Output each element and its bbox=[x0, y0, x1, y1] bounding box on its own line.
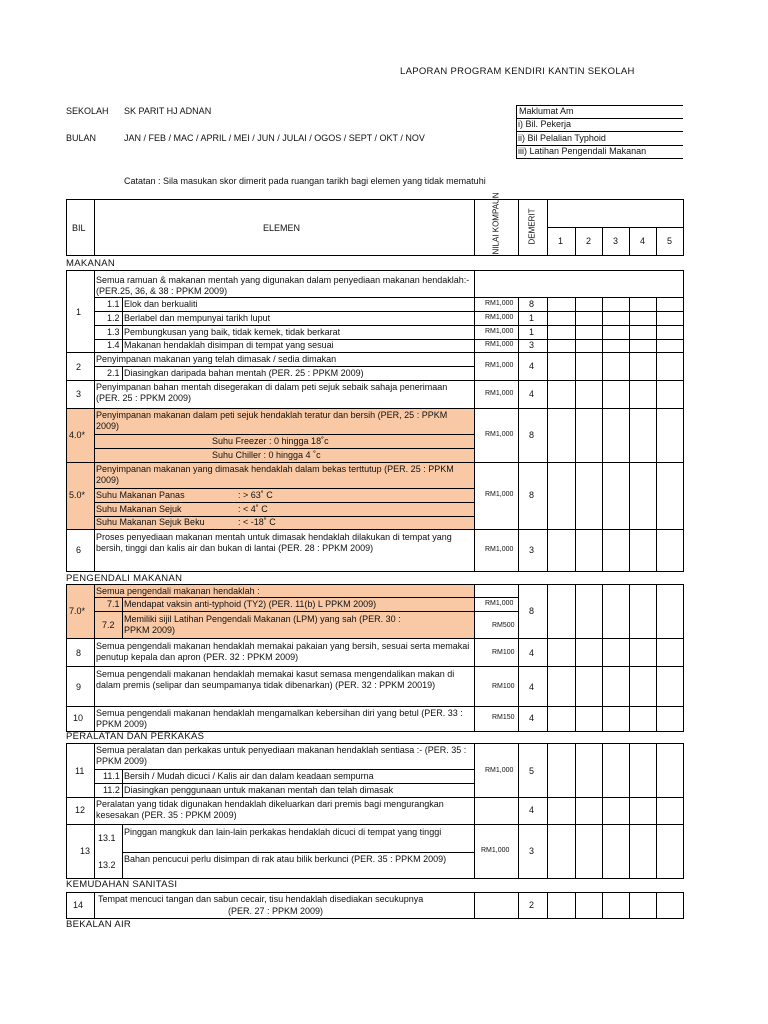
month-label: BULAN bbox=[66, 133, 97, 143]
row1-2-rm: RM1,000 bbox=[485, 314, 514, 321]
row11-1-text: Bersih / Mudah dicuci / Kalis air dan dalam keadaan sempurna bbox=[124, 771, 374, 781]
row5-demerit: 8 bbox=[529, 490, 535, 500]
row9-demerit: 4 bbox=[529, 682, 535, 692]
row8-text: Semua pengendali makanan hendaklah memakai pakaian yang bersih, sesuai serta memakai penutup kepala dan apron (PER. 32 : PPKM 2009) bbox=[96, 641, 470, 662]
row13-1-text: Pinggan mangkuk dan lain-lain perkakas hendaklah dicuci di tempat yang tinggi bbox=[124, 827, 442, 837]
header-elemen: ELEMEN bbox=[263, 223, 301, 233]
row13-demerit: 3 bbox=[529, 846, 535, 856]
row14-bil: 14 bbox=[73, 900, 84, 910]
row3-bil: 3 bbox=[76, 389, 82, 399]
school-value: SK PARIT HJ ADNAN bbox=[124, 106, 212, 116]
row11-bil: 11 bbox=[75, 766, 85, 776]
info-row-training: iii) Latihan Pengendali Makanan bbox=[518, 146, 647, 156]
section-peralatan: PERALATAN DAN PERKAKAS bbox=[66, 731, 205, 742]
row11-text: Semua peralatan dan perkakas untuk penyediaan makanan hendaklah sentiasa :- (PER. 35 : PPKM 2009) bbox=[96, 745, 467, 766]
row6-rm: RM1,000 bbox=[485, 546, 514, 553]
row12-bil: 12 bbox=[75, 805, 86, 815]
row3-rm: RM1,000 bbox=[485, 390, 514, 397]
row5-rm: RM1,000 bbox=[485, 491, 514, 498]
row1-2-text: Berlabel dan mempunyai tarikh luput bbox=[124, 313, 271, 323]
row7-bil: 7.0* bbox=[69, 606, 86, 616]
row1-text: Semua ramuan & makanan mentah yang digunakan dalam penyediaan makanan hendaklah:- (PER.25, 36, & 38 : PPKM 2009) bbox=[96, 275, 470, 296]
row6-text: Proses penyediaan makanan mentah untuk dimasak hendaklah dilakukan di tempat yang bersih, tinggi dan kalis air dan bukan di lantai (PER. 28 : PPKM 2009) bbox=[96, 532, 452, 553]
row13-bil: 13 bbox=[80, 846, 91, 856]
row7-demerit: 8 bbox=[529, 606, 535, 616]
row1-bil: 1 bbox=[76, 307, 82, 317]
row3-text: Penyimpanan bahan mentah disegerakan di dalam peti sejuk sebaik sahaja penerimaan (PER. 25 : PPKM 2009) bbox=[96, 382, 448, 403]
row4-demerit: 8 bbox=[529, 430, 535, 440]
row1-3-rm: RM1,000 bbox=[485, 328, 514, 335]
info-header: Maklumat Am bbox=[519, 106, 574, 116]
section-makanan: MAKANAN bbox=[66, 258, 116, 269]
row5-frozen-label: Suhu Makanan Sejuk Beku bbox=[96, 517, 205, 527]
row4-rm: RM1,000 bbox=[485, 431, 514, 438]
row5-cold-label: Suhu Makanan Sejuk bbox=[96, 504, 182, 514]
school-label: SEKOLAH bbox=[66, 106, 109, 116]
section-pengendali: PENGENDALI MAKANAN bbox=[66, 573, 183, 584]
row10-text: Semua pengendali makanan hendaklah mengamalkan kebersihan diri yang betul (PER. 33 : PPKM 2009) bbox=[96, 708, 463, 729]
row6-bil: 6 bbox=[76, 545, 82, 555]
row10-rm: RM150 bbox=[492, 714, 515, 721]
row1-4-text: Makanan hendaklah disimpan di tempat yang sesuai bbox=[124, 340, 334, 350]
row9-rm: RM100 bbox=[492, 683, 515, 690]
header-day-3: 3 bbox=[613, 236, 619, 246]
row10-bil: 10 bbox=[73, 713, 84, 723]
row6-demerit: 3 bbox=[529, 545, 535, 555]
row1-4-demerit: 3 bbox=[529, 340, 535, 350]
row5-hot-value: : > 63˚ C bbox=[238, 490, 273, 500]
row9-text: Semua pengendali makanan hendaklah memakai kasut semasa mengendalikan makan di dalam premis (selipar dan seumpamanya tidak dibenarkan) (PER. 32 : PPKM 20019) bbox=[96, 669, 455, 690]
row1-2-no: 1.2 bbox=[107, 313, 120, 323]
row7-text: Semua pengendali makanan hendaklah : bbox=[96, 586, 260, 596]
row2-demerit: 4 bbox=[529, 361, 535, 371]
row4-text: Penyimpanan makanan dalam peti sejuk hendaklah teratur dan bersih (PER, 25 : PPKM 2009) bbox=[96, 410, 448, 431]
row5-cold-value: : < 4˚ C bbox=[238, 504, 268, 514]
row2-1-no: 2.1 bbox=[107, 368, 120, 378]
row4-chiller: Suhu Chiller : 0 hingga 4 ˚c bbox=[212, 450, 321, 460]
row5-hot-label: Suhu Makanan Panas bbox=[96, 490, 185, 500]
row8-demerit: 4 bbox=[529, 648, 535, 658]
note: Catatan : Sila masukan skor dimerit pada ruangan tarikh bagi elemen yang tidak mematuhi bbox=[124, 176, 486, 186]
info-row-workers: i) Bil. Pekerja bbox=[518, 119, 572, 129]
row7-2-text: Memiliki sijil Latihan Pengendali Makanan (LPM) yang sah (PER. 30 : PPKM 2009) bbox=[124, 614, 401, 635]
row14-text: Tempat mencuci tangan dan sabun cecair, tisu hendaklah disediakan secukupnya bbox=[98, 894, 424, 904]
row5-text: Penyimpanan makanan yang dimasak hendaklah dalam bekas terttutup (PER. 25 : PPKM 2009) bbox=[96, 464, 454, 485]
row11-rm: RM1,000 bbox=[485, 767, 514, 774]
row7-1-no: 7.1 bbox=[107, 599, 120, 609]
row7-2-rm: RM500 bbox=[492, 622, 515, 629]
row1-3-no: 1.3 bbox=[107, 327, 120, 337]
row13-2-no: 13.2 bbox=[98, 860, 116, 870]
row5-bil: 5.0* bbox=[69, 490, 86, 500]
row2-rm: RM1,000 bbox=[485, 362, 514, 369]
row1-4-rm: RM1,000 bbox=[485, 341, 514, 348]
row8-bil: 8 bbox=[76, 648, 82, 658]
row13-rm: RM1,000 bbox=[481, 847, 510, 854]
row13-1-no: 13.1 bbox=[98, 833, 116, 843]
header-nilai-kompaun: NILAI KOMPAUN bbox=[491, 192, 501, 255]
row1-3-demerit: 1 bbox=[529, 327, 535, 337]
row11-2-text: Diasingkan penggunaan untuk makanan mentah dan telah dimasak bbox=[124, 785, 394, 795]
header-day-1: 1 bbox=[558, 236, 564, 246]
row11-1-no: 11.1 bbox=[103, 771, 120, 781]
header-demerit: DEMERIT bbox=[527, 208, 537, 245]
header-day-2: 2 bbox=[586, 236, 592, 246]
row7-1-text: Mendapat vaksin anti-typhoid (TY2) (PER. 11(b) L PPKM 2009) bbox=[124, 599, 377, 609]
row1-4-no: 1.4 bbox=[107, 340, 120, 350]
row13-2-text: Bahan pencucui perlu disimpan di rak atau bilik berkunci (PER. 35 : PPKM 2009) bbox=[124, 854, 447, 864]
row7-1-rm: RM1,000 bbox=[485, 600, 514, 607]
row1-3-text: Pembungkusan yang baik, tidak kemek, tidak berkarat bbox=[124, 327, 341, 337]
row7-2-no: 7.2 bbox=[102, 620, 115, 630]
row4-bil: 4.0* bbox=[69, 430, 86, 440]
report-title: LAPORAN PROGRAM KENDIRI KANTIN SEKOLAH bbox=[400, 66, 635, 77]
row11-2-no: 11.2 bbox=[103, 785, 120, 795]
row12-demerit: 4 bbox=[529, 805, 535, 815]
row5-frozen-value: : < -18˚ C bbox=[238, 517, 276, 527]
row12-text: Peralatan yang tidak digunakan hendaklah dikeluarkan dari premis bagi mengurangkan kesesakan (PER. 35 : PPKM 2009) bbox=[96, 799, 444, 820]
row11-demerit: 5 bbox=[529, 766, 535, 776]
row4-freezer: Suhu Freezer : 0 hingga 18˚c bbox=[212, 436, 329, 446]
row8-rm: RM100 bbox=[492, 649, 515, 656]
row14-text-ref: (PER. 27 : PPKM 2009) bbox=[228, 906, 324, 916]
row1-1-rm: RM1,000 bbox=[485, 300, 514, 307]
row14-demerit: 2 bbox=[529, 900, 535, 910]
row1-1-no: 1.1 bbox=[107, 299, 120, 309]
row1-1-text: Elok dan berkualiti bbox=[124, 299, 198, 309]
info-row-typhoid: ii) Bil Pelalian Typhoid bbox=[518, 133, 606, 143]
row1-2-demerit: 1 bbox=[529, 313, 535, 323]
row2-1-text: Diasingkan daripada bahan mentah (PER. 25 : PPKM 2009) bbox=[124, 368, 364, 378]
header-day-4: 4 bbox=[640, 236, 646, 246]
row9-bil: 9 bbox=[76, 682, 82, 692]
section-kemudahan: KEMUDAHAN SANITASI bbox=[66, 879, 178, 890]
header-day-5: 5 bbox=[667, 236, 673, 246]
row2-text: Penyimpanan makanan yang telah dimasak / sedia dimakan bbox=[96, 354, 337, 364]
month-options: JAN / FEB / MAC / APRIL / MEI / JUN / JULAI / OGOS / SEPT / OKT / NOV bbox=[124, 133, 425, 143]
row1-1-demerit: 8 bbox=[529, 299, 535, 309]
header-bil: BIL bbox=[72, 223, 86, 233]
row2-bil: 2 bbox=[76, 362, 82, 372]
section-bekalan: BEKALAN AIR bbox=[66, 919, 132, 930]
row3-demerit: 4 bbox=[529, 389, 535, 399]
row10-demerit: 4 bbox=[529, 713, 535, 723]
